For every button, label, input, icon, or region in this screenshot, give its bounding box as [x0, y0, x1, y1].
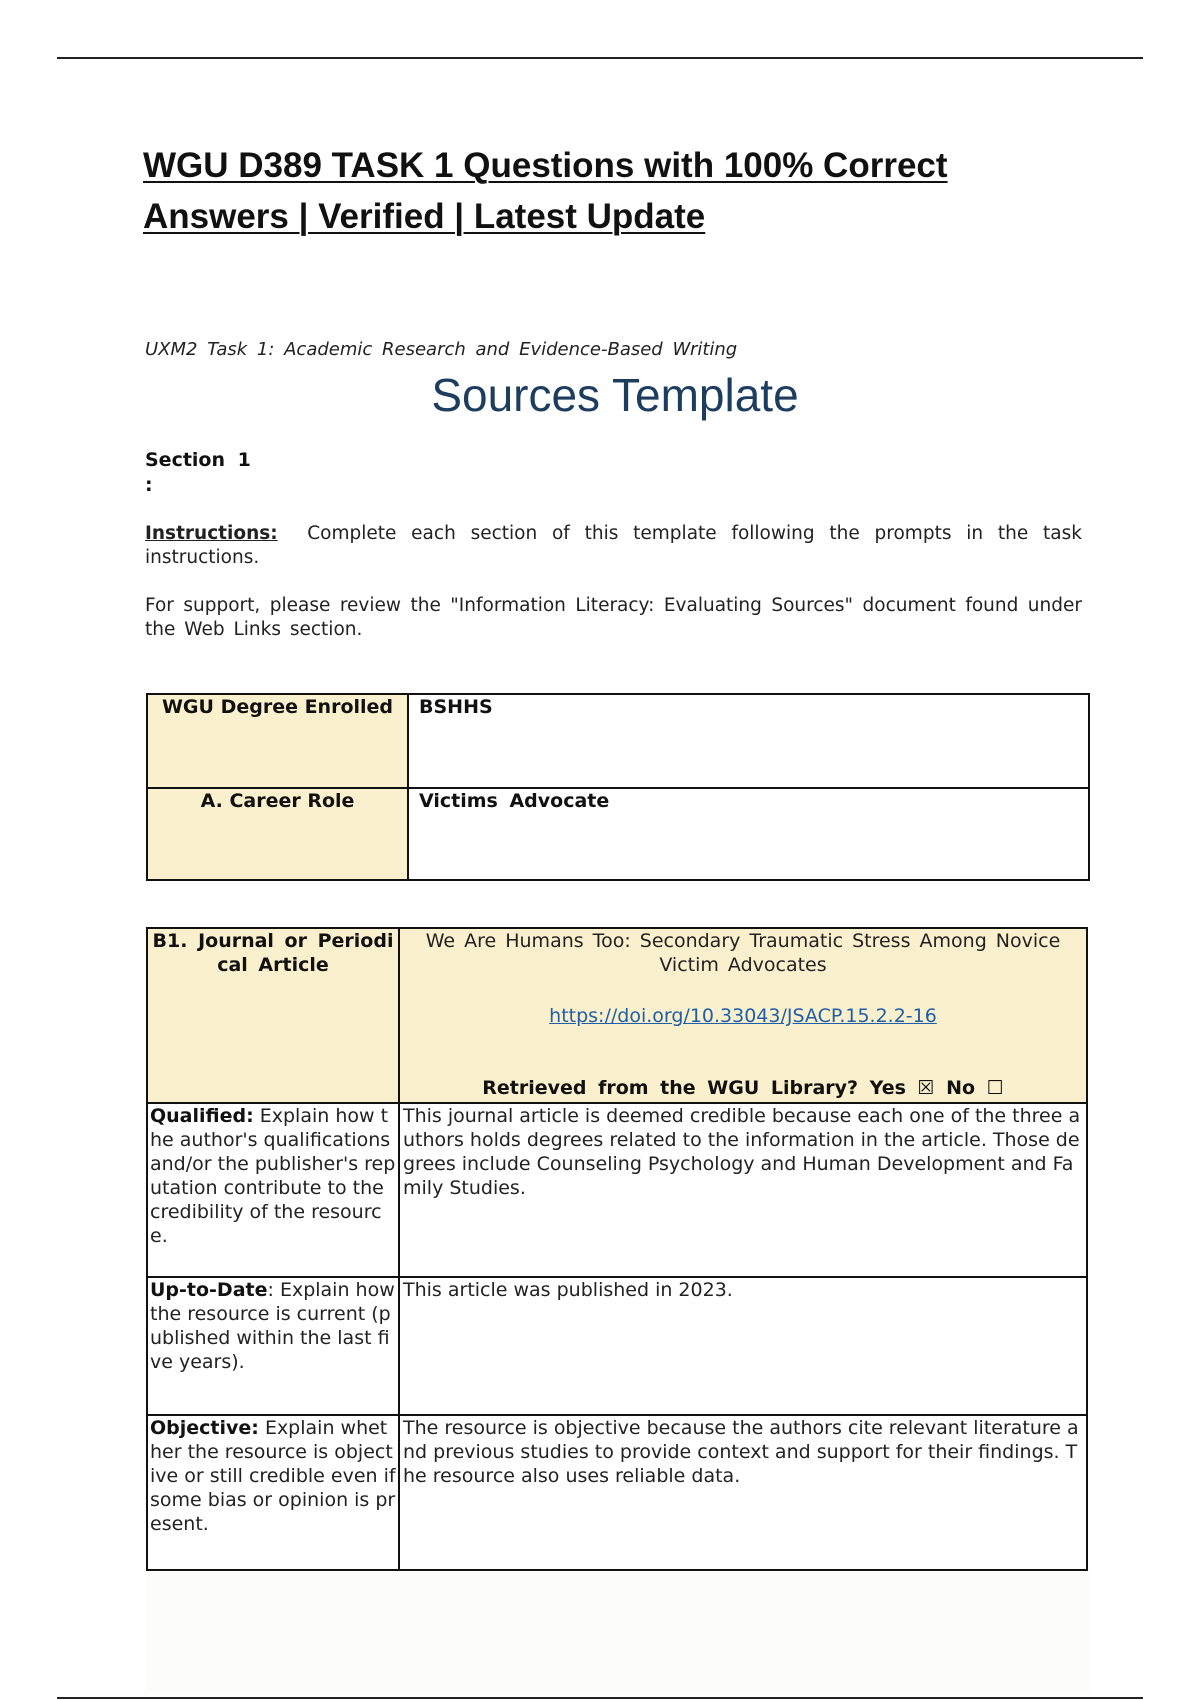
- article-title: We Are Humans Too: Secondary Traumatic Stress Among Novice Victim Advocates: [425, 930, 1061, 976]
- table-row: [147, 1103, 1087, 1277]
- document-title: WGU D389 TASK 1 Questions with 100% Correct Answers | Verified | Latest Update: [143, 146, 948, 236]
- instructions-label: Instructions:: [145, 523, 278, 544]
- instructions-text: Complete each section of this template following the prompts in the task instructions.: [145, 523, 1082, 568]
- article-cell: [399, 928, 1087, 1103]
- objective-prompt: Explain whether the resource is objective or still credible even if some bias or opinion is present.: [150, 1417, 396, 1535]
- template-title: Sources Template: [431, 369, 799, 421]
- uptodate-answer: This article was published in 2023.: [399, 1277, 1087, 1415]
- section-colon: :: [145, 474, 153, 496]
- table-row: [147, 928, 1087, 1103]
- table-row: [147, 694, 1089, 788]
- bottom-rule: [57, 1697, 1143, 1699]
- article-doi-link[interactable]: https://doi.org/10.33043/JSACP.15.2.2-16: [549, 1005, 937, 1027]
- table-row: [147, 788, 1089, 880]
- degree-label: WGU Degree Enrolled: [147, 694, 408, 788]
- career-role-value: Victims Advocate: [408, 788, 1089, 880]
- career-role-label: A. Career Role: [147, 788, 408, 880]
- table-row: [147, 1415, 1087, 1570]
- qualified-label: Qualified:: [150, 1105, 254, 1127]
- uptodate-label: Up-to-Date: [150, 1279, 268, 1301]
- objective-answer: The resource is objective because the authors cite relevant literature and previous studies to provide context and support for their findings. The resource also uses reliable data.: [399, 1415, 1087, 1570]
- section-label: [145, 448, 251, 498]
- objective-label: Objective:: [150, 1417, 259, 1439]
- table-row: [147, 1277, 1087, 1415]
- qualified-answer: This journal article is deemed credible because each one of the three authors holds degrees related to the information in the article. Those degrees include Counseling Psychology and Human Development and Family Studies.: [399, 1103, 1087, 1277]
- retrieved-from-library: Retrieved from the WGU Library? Yes ☒ No ☐: [482, 1077, 1004, 1099]
- top-rule: [57, 57, 1143, 59]
- qualified-prompt-cell: [147, 1103, 399, 1277]
- objective-prompt-cell: [147, 1415, 399, 1570]
- article-table: [146, 927, 1088, 1571]
- faded-continuation: [146, 1572, 1090, 1692]
- support-paragraph: For support, please review the "Information Literacy: Evaluating Sources" document found under the Web Links section.: [145, 595, 1082, 640]
- qualified-prompt: Explain how the author's qualifications and/or the publisher's reputation contribute to the credibility of the resource.: [150, 1105, 396, 1247]
- degree-value: BSHHS: [408, 694, 1089, 788]
- instructions-paragraph: [145, 522, 1082, 570]
- uptodate-prompt-cell: [147, 1277, 399, 1415]
- task-subtitle: UXM2 Task 1: Academic Research and Evidence-Based Writing: [145, 339, 738, 360]
- section-number: Section 1: [145, 449, 251, 471]
- degree-table: [146, 693, 1090, 881]
- article-header-label: B1. Journal or Periodical Article: [147, 928, 399, 1103]
- uptodate-prompt: : Explain how the resource is current (published within the last five years).: [150, 1279, 395, 1373]
